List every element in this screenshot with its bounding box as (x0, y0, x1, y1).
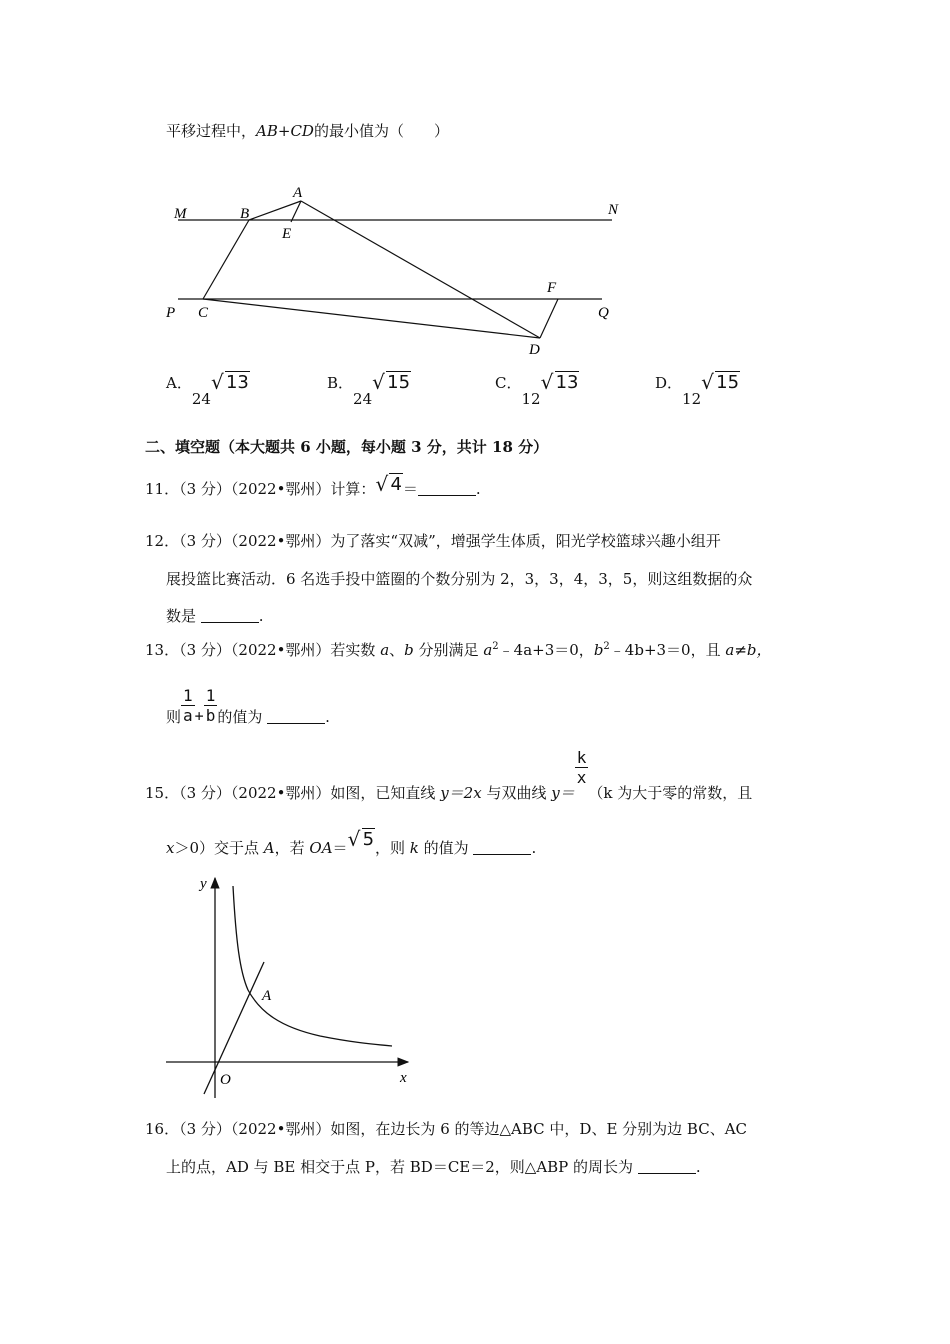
label-y: y (200, 876, 207, 892)
fraction-1-over-a: $\frac{1}{a}$ (183, 686, 193, 725)
sqrt-13: √ 13 (211, 372, 250, 393)
line-y-2x (204, 962, 264, 1094)
question-12-line-2: 展投篮比赛活动．6 名选手投中篮圈的个数分别为 2，3，3，4，3，5，则这组数据的众 (166, 570, 753, 588)
segment-ad (301, 201, 540, 338)
label-a-point: A (262, 988, 272, 1004)
label-c: C (198, 305, 209, 321)
question-12-line-1: 12．（3 分）（2022•鄂州）为了落实“双减”，增强学生体质，阳光学校篮球兴趣小组开 (145, 532, 721, 550)
sqrt-15: √ 15 (372, 372, 411, 393)
label-a: A (293, 185, 303, 201)
label-o: O (220, 1072, 231, 1088)
answer-blank-16[interactable] (638, 1159, 696, 1174)
sqrt-15: √ 15 (701, 372, 740, 393)
label-d: D (529, 342, 540, 358)
question-13-line-2: 则 $\frac{1}{a}$ + $\frac{1}{b}$ 的值为 . (166, 686, 330, 726)
segment-bc (203, 220, 249, 299)
label-f: F (547, 280, 557, 296)
q10-stem: 平移过程中，AB+CD的最小值为（ ） (166, 122, 449, 140)
label-m: M (174, 206, 187, 222)
question-11: 11．（3 分）（2022•鄂州）计算：√ 4＝ . (145, 478, 481, 499)
section-2-title: 二、填空题（本大题共 6 小题，每小题 3 分，共计 18 分） (145, 438, 549, 456)
question-16-line-2: 上的点，AD 与 BE 相交于点 P，若 BD＝CE＝2，则△ABP 的周长为 . (166, 1158, 701, 1176)
question-16-line-1: 16．（3 分）（2022•鄂州）如图，在边长为 6 的等边△ABC 中，D、E 分别为边 BC、AC (145, 1120, 748, 1138)
q10-figure (160, 180, 630, 360)
sqrt-4: √ 4 (375, 474, 402, 495)
question-12-line-3: 数是 . (166, 607, 264, 625)
option-b[interactable]: B．24√ 15 (327, 372, 411, 393)
answer-blank-11[interactable] (418, 481, 476, 496)
label-p: P (166, 305, 176, 321)
label-e: E (282, 226, 292, 242)
label-q: Q (598, 305, 609, 321)
label-n: N (608, 202, 619, 218)
sqrt-5: √ 5 (348, 829, 375, 850)
option-d[interactable]: D．12√ 15 (655, 372, 740, 393)
label-b: B (240, 206, 250, 222)
segment-cd (203, 299, 540, 338)
q15-figure (160, 872, 420, 1102)
option-c[interactable]: C．12√ 13 (495, 372, 579, 393)
answer-blank-12[interactable] (201, 608, 259, 623)
answer-blank-13[interactable] (267, 709, 325, 724)
question-15-line-1: 15．（3 分）（2022•鄂州）如图，已知直线 y＝2x 与双曲线 y＝ $\frac{k}{x}$ （k 为大于零的常数，且 (145, 748, 753, 802)
sqrt-13: √ 13 (541, 372, 580, 393)
question-15-line-2: x＞0）交于点 A，若 OA＝√ 5，则 k 的值为 . (166, 829, 536, 850)
label-x: x (400, 1070, 407, 1086)
fraction-1-over-b: $\frac{1}{b}$ (205, 686, 216, 725)
fraction-k-over-x: $\frac{k}{x}$ (576, 748, 587, 787)
option-a[interactable]: A．24√ 13 (166, 372, 250, 393)
question-13-line-1: 13．（3 分）（2022•鄂州）若实数 a、b 分别满足 $a^2﹣4a+3=0$，$b^2﹣4b+3=0$，且 a≠b， (145, 641, 772, 659)
answer-blank-15[interactable] (473, 840, 531, 855)
hyperbola-curve (233, 886, 392, 1046)
segment-df (540, 299, 558, 338)
